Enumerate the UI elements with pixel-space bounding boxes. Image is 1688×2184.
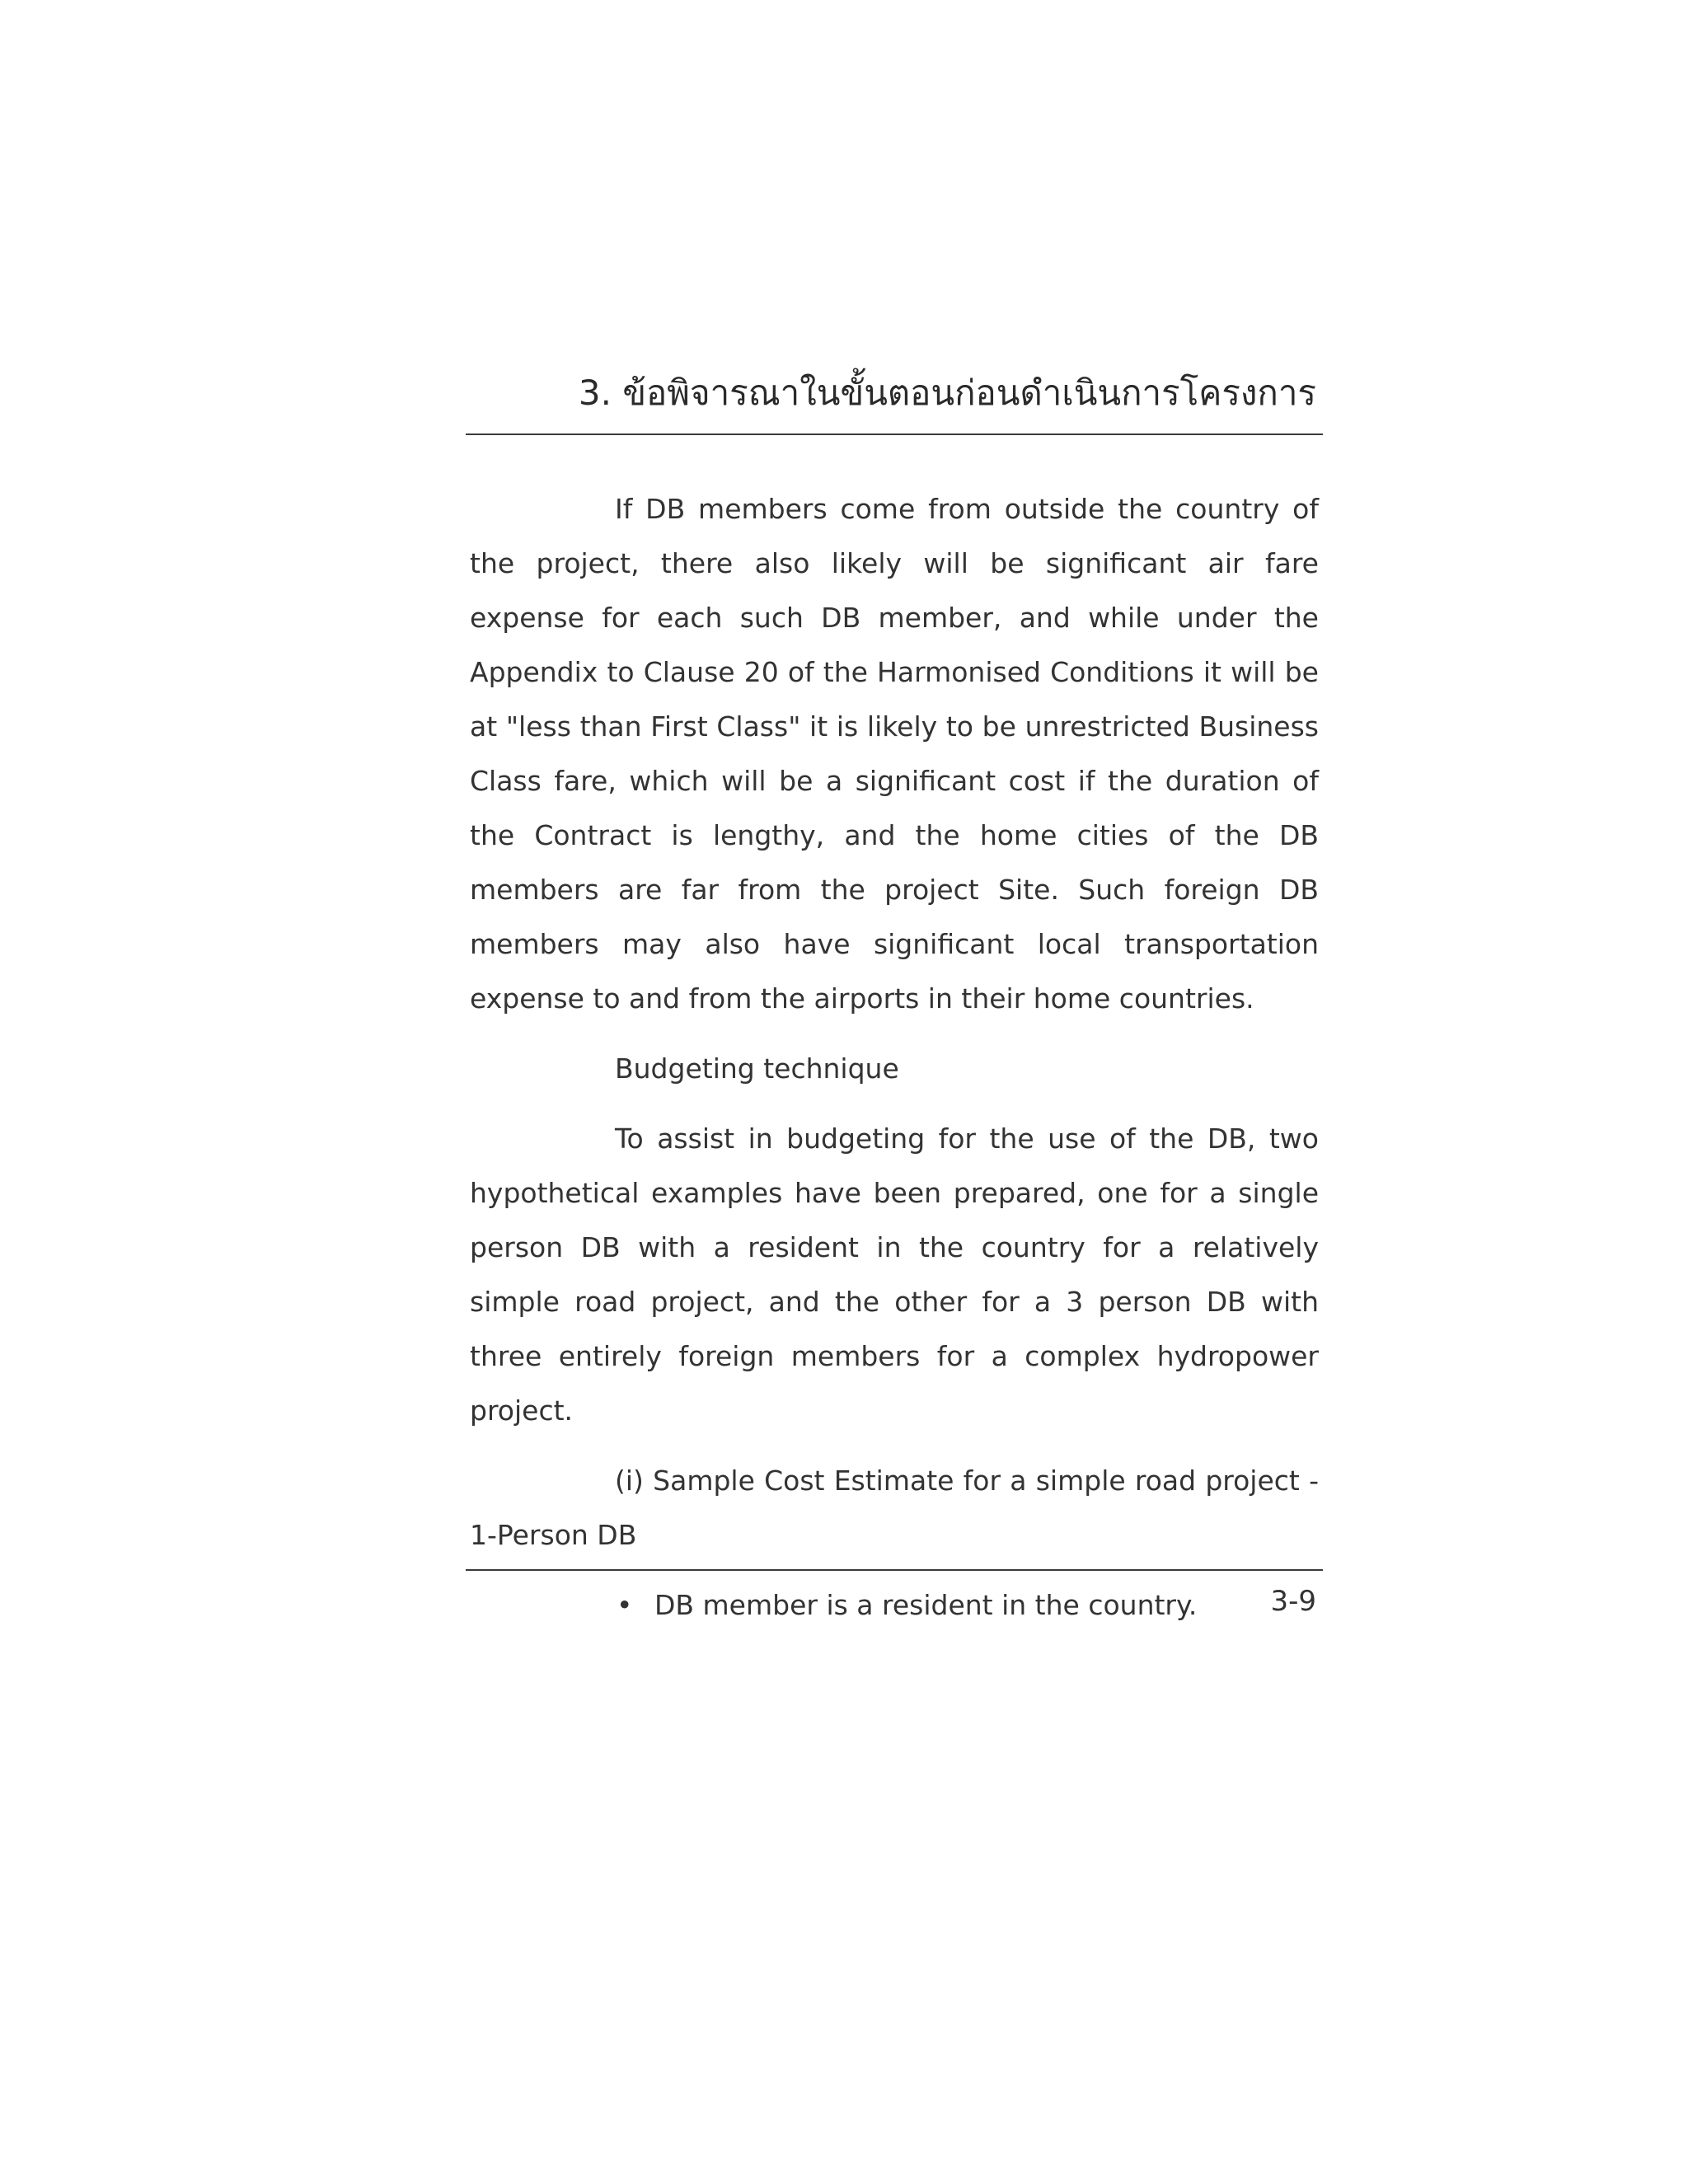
chapter-title: 3. ข้อพิจารณาในขั้นตอนก่อนดำเนินการโครงการ [578, 373, 1316, 413]
page-header [466, 363, 1323, 435]
page-number: 3-9 [1270, 1585, 1316, 1618]
bullet-text: DB member is a resident in the country. [654, 1589, 1198, 1621]
paragraph-budgeting: To assist in budgeting for the use of the DB, two hypothetical examples have been prepared, one for a single person DB with a resident in the country for a relatively simple road project, and the other for a 3 person DB with three entirely foreign members for a complex hydropower project. [470, 1122, 1319, 1427]
heading-budgeting-technique: Budgeting technique [615, 1052, 899, 1085]
paragraph-airfare: If DB members come from outside the country of the project, there also likely will be significant air fare expense for each such DB member, and while under the Appendix to Clause 20 of the Harmonised Conditions it will be at "less than First Class" it is likely to be unrestricted Business Class fare, which will be a significant cost if the duration of the Contract is lengthy, and the home cities of the DB members are far from the project Site. Such foreign DB members may also have significant local transportation expense to and from the airports in their home countries. [470, 493, 1319, 1015]
bullet-icon: • [617, 1589, 633, 1621]
body-text [470, 482, 1319, 1633]
paragraph-sample-estimate: (i) Sample Cost Estimate for a simple road project - 1-Person DB [470, 1465, 1319, 1551]
bullet-list-item [470, 1578, 1319, 1633]
